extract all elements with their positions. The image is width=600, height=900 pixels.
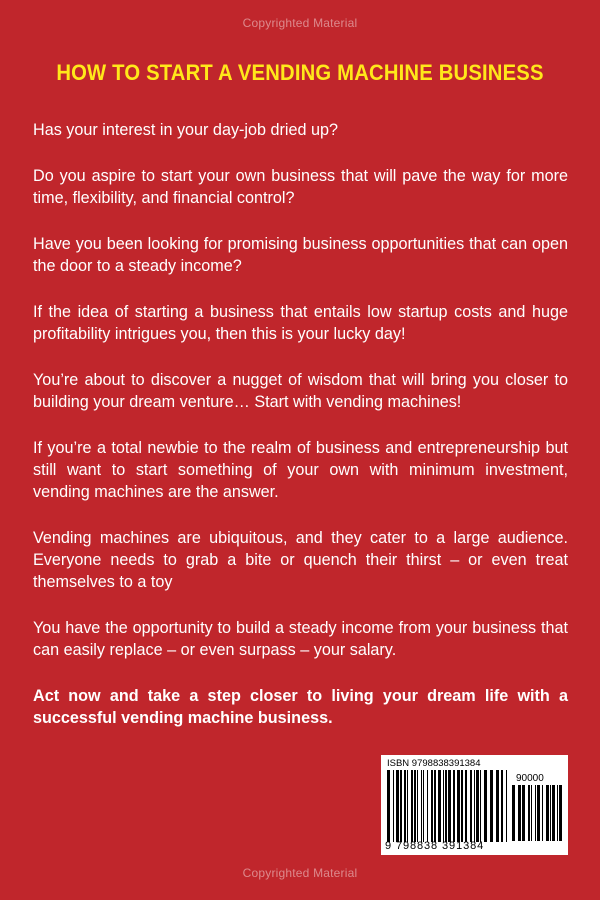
isbn-barcode-box: [381, 755, 568, 855]
watermark-top: Copyrighted Material: [242, 16, 358, 30]
blurb-paragraph-1: Has your interest in your day-job dried up?: [33, 121, 339, 139]
blurb-paragraph-8: You have the opportunity to build a steady income from your business that can easily replace – or even surpass – your salary.: [33, 619, 568, 659]
blurb-text: [33, 119, 568, 753]
blurb-paragraph-7: Vending machines are ubiquitous, and they cater to a large audience. Everyone needs to grab a bite or quench their thirst – or even treat themselves to a toy: [33, 529, 568, 591]
barcode-digits: 9 798838 391384: [385, 840, 485, 852]
blurb-paragraph-3: Have you been looking for promising business opportunities that can open the door to a steady income?: [33, 235, 568, 275]
blurb-paragraph-6: If you’re a total newbie to the realm of business and entrepreneurship but still want to start something of your own with minimum investment, vending machines are the answer.: [33, 439, 568, 501]
cover-title: HOW TO START A VENDING MACHINE BUSINESS: [56, 60, 544, 85]
blurb-paragraph-4: If the idea of starting a business that entails low startup costs and huge profitability intrigues you, then this is your lucky day!: [33, 303, 568, 343]
isbn-label: ISBN 9798838391384: [387, 758, 481, 769]
watermark-bottom: Copyrighted Material: [242, 866, 358, 880]
blurb-paragraph-5: You’re about to discover a nugget of wisdom that will bring you closer to building your dream venture… Start with vending machines!: [33, 371, 568, 411]
addon-barcode-icon: [512, 785, 562, 841]
price-code-label: 90000: [516, 773, 544, 784]
ean13-barcode-icon: [387, 770, 507, 842]
blurb-paragraph-2: Do you aspire to start your own business that will pave the way for more time, flexibility, and financial control?: [33, 167, 568, 207]
blurb-closing-call-to-action: Act now and take a step closer to living your dream life with a successful vending machine business.: [33, 687, 568, 727]
